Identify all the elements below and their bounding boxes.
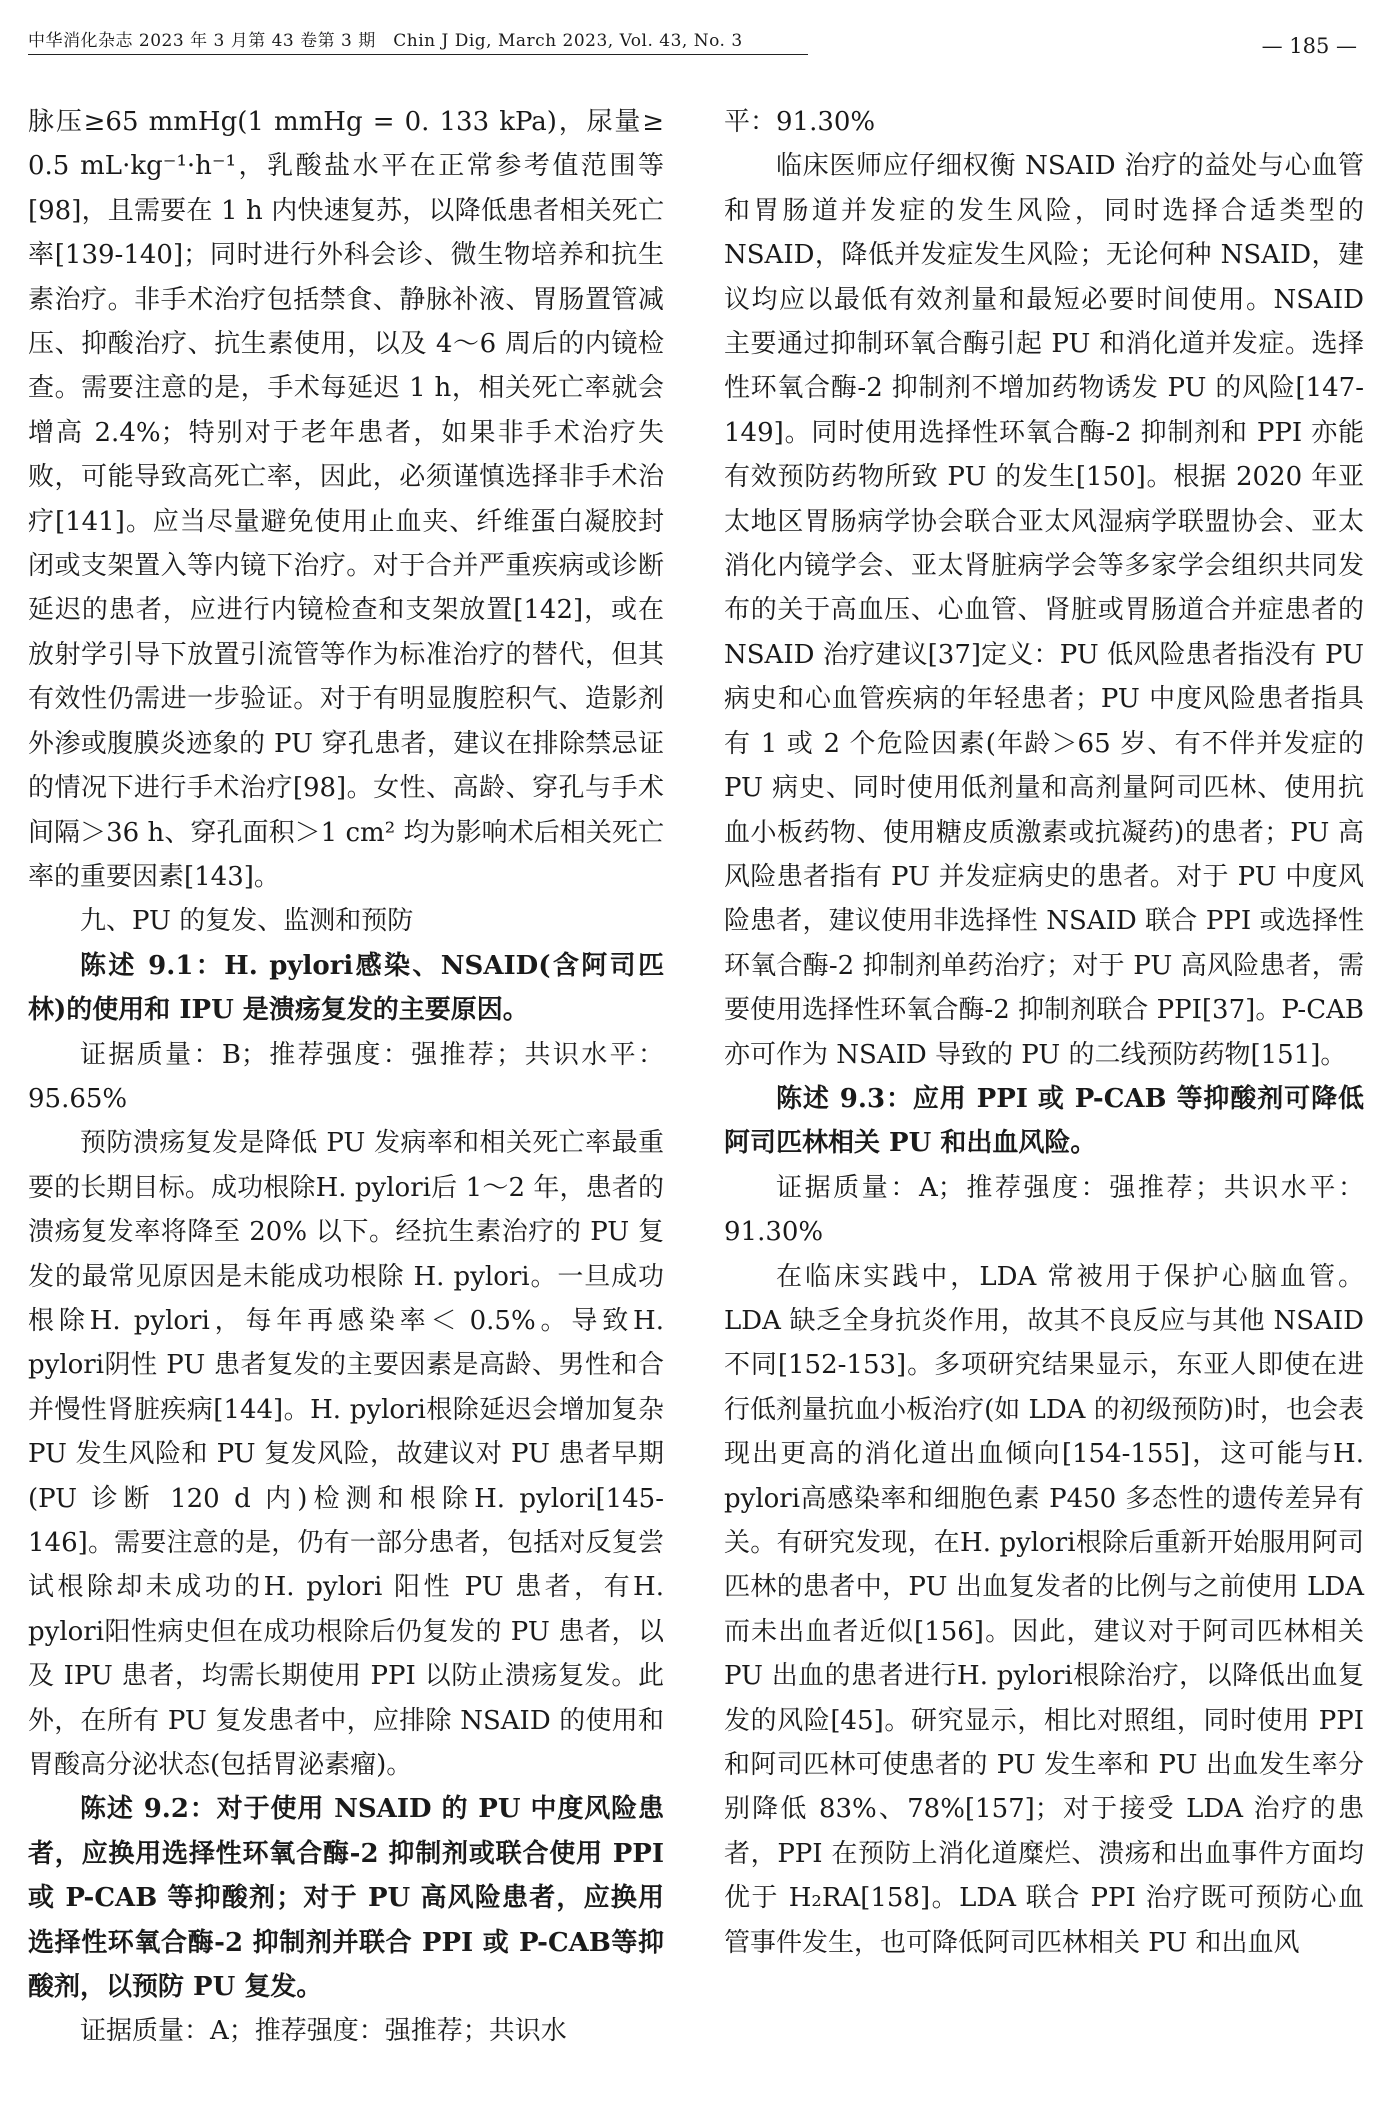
paragraph-lda: 在临床实践中，LDA 常被用于保护心脑血管。LDA 缺乏全身抗炎作用，故其不良反应与其他 NSAID 不同[152-153]。多项研究结果显示，东亚人即使在进行低剂量抗血小板治疗(如 LDA 的初级预防)时，也会表现出更高的消化道出血倾向[154-155]，这可能与H. pylori高感染率和细胞色素 P450 多态性的遗传差异有关。有研究发现，在H. pylori根除后重新开始服用阿司匹林的患者中，PU 出血复发者的比例与之前使用 LDA 而未出血者近似[156]。因此，建议对于阿司匹林相关 PU 出血的患者进行H. pylori根除治疗，以降低出血复发的风险[45]。研究显示，相比对照组，同时使用 PPI 和阿司匹林可使患者的 PU 发生率和 PU 出血发生率分别降低 83%、78%[157]；对于接受 LDA 治疗的患者，PPI 在预防上消化道糜烂、溃疡和出血事件方面均优于 H₂RA[158]。LDA 联合 PPI 治疗既可预防心血管事件发生，也可降低阿司匹林相关 PU 和出血风 (724, 1261, 1364, 1958)
evidence-9-2-part2: 平：91.30% (724, 107, 876, 137)
statement-9-1: 陈述 9.1：H. pylori感染、NSAID(含阿司匹林)的使用和 IPU 是溃疡复发的主要原因。 (28, 950, 664, 1026)
header-rule (28, 54, 808, 55)
page-number: — 185 — (1261, 34, 1357, 58)
left-column (28, 100, 664, 2054)
section-heading: 九、PU 的复发、监测和预防 (80, 906, 414, 937)
statement-9-2: 陈述 9.2：对于使用 NSAID 的 PU 中度风险患者，应换用选择性环氧合酶-2 抑制剂或联合使用 PPI 或 P-CAB 等抑酸剂；对于 PU 高风险患者，应换用选择性环氧合酶-2 抑制剂并联合 PPI 或 P-CAB等抑酸剂，以预防 PU 复发。 (28, 1794, 664, 2003)
journal-citation: 中华消化杂志 2023 年 3 月第 43 卷第 3 期 Chin J Dig, March 2023, Vol. 43, No. 3 (28, 31, 743, 51)
paragraph-treatment: 脉压≥65 mmHg(1 mmHg = 0. 133 kPa)，尿量≥ 0.5 mL·kg⁻¹·h⁻¹，乳酸盐水平在正常参考值范围等[98]，且需要在 1 h 内快速复苏，以降低患者相关死亡率[139-140]；同时进行外科会诊、微生物培养和抗生素治疗。非手术治疗包括禁食、静脉补液、胃肠置管减压、抑酸治疗、抗生素使用，以及 4～6 周后的内镜检查。需要注意的是，手术每延迟 1 h，相关死亡率就会增高 2.4%；特别对于老年患者，如果非手术治疗失败，可能导致高死亡率，因此，必须谨慎选择非手术治疗[141]。应当尽量避免使用止血夹、纤维蛋白凝胶封闭或支架置入等内镜下治疗。对于合并严重疾病或诊断延迟的患者，应进行内镜检查和支架放置[142]，或在放射学引导下放置引流管等作为标准治疗的替代，但其有效性仍需进一步验证。对于有明显腹腔积气、造影剂外渗或腹膜炎迹象的 PU 穿孔患者，建议在排除禁忌证的情况下进行手术治疗[98]。女性、高龄、穿孔与手术间隔＞36 h、穿孔面积＞1 cm² 均为影响术后相关死亡率的重要因素[143]。 (28, 107, 664, 892)
running-header (28, 26, 1365, 60)
evidence-9-1: 证据质量：B；推荐强度：强推荐；共识水平：95.65% (28, 1039, 664, 1114)
statement-9-3: 陈述 9.3：应用 PPI 或 P-CAB 等抑酸剂可降低阿司匹林相关 PU 和出血风险。 (724, 1083, 1364, 1159)
evidence-9-3: 证据质量：A；推荐强度：强推荐；共识水平：91.30% (724, 1172, 1364, 1248)
paragraph-recurrence: 预防溃疡复发是降低 PU 发病率和相关死亡率最重要的长期目标。成功根除H. pylori后 1～2 年，患者的溃疡复发率将降至 20% 以下。经抗生素治疗的 PU 复发的最常见原因是未能成功根除 H. pylori。一旦成功根除H. pylori，每年再感染率＜ 0.5%。导致H. pylori阴性 PU 患者复发的主要因素是高龄、男性和合并慢性肾脏疾病[144]。H. pylori根除延迟会增加复杂 PU 发生风险和 PU 复发风险，故建议对 PU 患者早期(PU 诊断 120 d 内)检测和根除H. pylori[145-146]。需要注意的是，仍有一部分患者，包括对反复尝试根除却未成功的H. pylori 阳性 PU 患者，有H. pylori阳性病史但在成功根除后仍复发的 PU 患者，以及 IPU 患者，均需长期使用 PPI 以防止溃疡复发。此外，在所有 PU 复发患者中，应排除 NSAID 的使用和胃酸高分泌状态(包括胃泌素瘤)。 (28, 1128, 664, 1781)
paragraph-nsaid: 临床医师应仔细权衡 NSAID 治疗的益处与心血管和胃肠道并发症的发生风险，同时选择合适类型的 NSAID，降低并发症发生风险；无论何种 NSAID，建议均应以最低有效剂量和最短必要时间使用。NSAID 主要通过抑制环氧合酶引起 PU 和消化道并发症。选择性环氧合酶-2 抑制剂不增加药物诱发 PU 的风险[147-149]。同时使用选择性环氧合酶-2 抑制剂和 PPI 亦能有效预防药物所致 PU 的发生[150]。根据 2020 年亚太地区胃肠病学协会联合亚太风湿病学联盟协会、亚太消化内镜学会、亚太肾脏病学会等多家学会组织共同发布的关于高血压、心血管、肾脏或胃肠道合并症患者的 NSAID 治疗建议[37]定义：PU 低风险患者指没有 PU 病史和心血管疾病的年轻患者；PU 中度风险患者指具有 1 或 2 个危险因素(年龄＞65 岁、有不伴并发症的 PU 病史、同时使用低剂量和高剂量阿司匹林、使用抗血小板药物、使用糖皮质激素或抗凝药)的患者；PU 高风险患者指有 PU 并发症病史的患者。对于 PU 中度风险患者，建议使用非选择性 NSAID 联合 PPI 或选择性环氧合酶-2 抑制剂单药治疗；对于 PU 高风险患者，需要使用选择性环氧合酶-2 抑制剂联合 PPI[37]。P-CAB 亦可作为 NSAID 导致的 PU 的二线预防药物[151]。 (724, 151, 1364, 1070)
evidence-9-2-part1: 证据质量：A；推荐强度：强推荐；共识水 (80, 2016, 567, 2047)
right-column (724, 100, 1364, 1965)
